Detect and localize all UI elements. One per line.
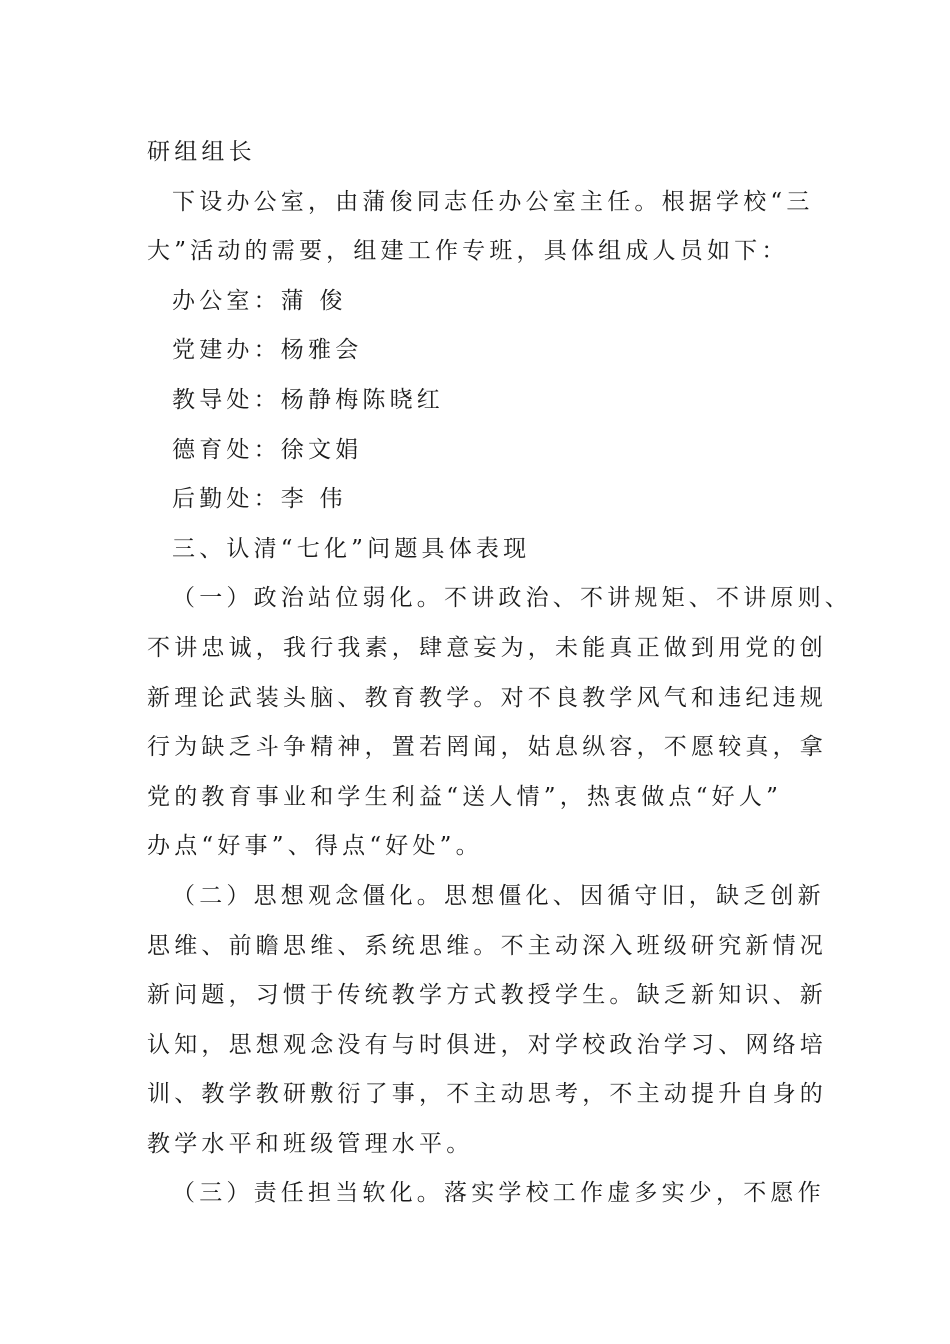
- text-line: 党建办：杨雅会: [172, 337, 363, 364]
- text-line: 研组组长: [147, 139, 256, 165]
- text-line: （一）政治站位弱化。不讲政治、不讲规矩、不讲原则、: [172, 585, 852, 612]
- text-line: 教导处：杨静梅陈晓红: [172, 386, 444, 413]
- text-line: 新理论武装头脑、教育教学。对不良教学风气和违纪违规: [147, 684, 827, 711]
- text-line: （二）思想观念僵化。思想僵化、因循守旧，缺乏创新: [172, 882, 825, 909]
- text-line: 德育处：徐文娟: [172, 436, 363, 463]
- section-heading: 三、认清“七化”问题具体表现: [172, 535, 531, 562]
- text-line: 行为缺乏斗争精神，置若罔闻，姑息纵容，不愿较真，拿: [147, 734, 827, 761]
- text-line: 认知，思想观念没有与时俱进，对学校政治学习、网络培: [147, 1031, 827, 1058]
- text-line: 下设办公室，由蒲俊同志任办公室主任。根据学校“三: [172, 188, 814, 215]
- text-line: 训、教学教研敷衍了事，不主动思考，不主动提升自身的: [147, 1081, 827, 1108]
- text-line: 不讲忠诚，我行我素，肆意妄为，未能真正做到用党的创: [147, 634, 827, 661]
- text-line: 大”活动的需要，组建工作专班，具体组成人员如下：: [147, 238, 789, 265]
- text-line: （三）责任担当软化。落实学校工作虚多实少，不愿作: [172, 1180, 825, 1207]
- document-body: [147, 128, 852, 1219]
- text-line: 教学水平和班级管理水平。: [147, 1130, 474, 1157]
- text-line: 办公室：蒲 俊: [172, 287, 347, 314]
- text-line: 思维、前瞻思维、系统思维。不主动深入班级研究新情况: [147, 932, 827, 959]
- text-line: 党的教育事业和学生利益“送人情”，热衷做点“好人”: [147, 783, 783, 810]
- text-line: 后勤处：李 伟: [172, 486, 347, 513]
- text-line: 新问题，习惯于传统教学方式教授学生。缺乏新知识、新: [147, 982, 827, 1009]
- text-line: 办点“好事”、得点“好处”。: [147, 833, 483, 860]
